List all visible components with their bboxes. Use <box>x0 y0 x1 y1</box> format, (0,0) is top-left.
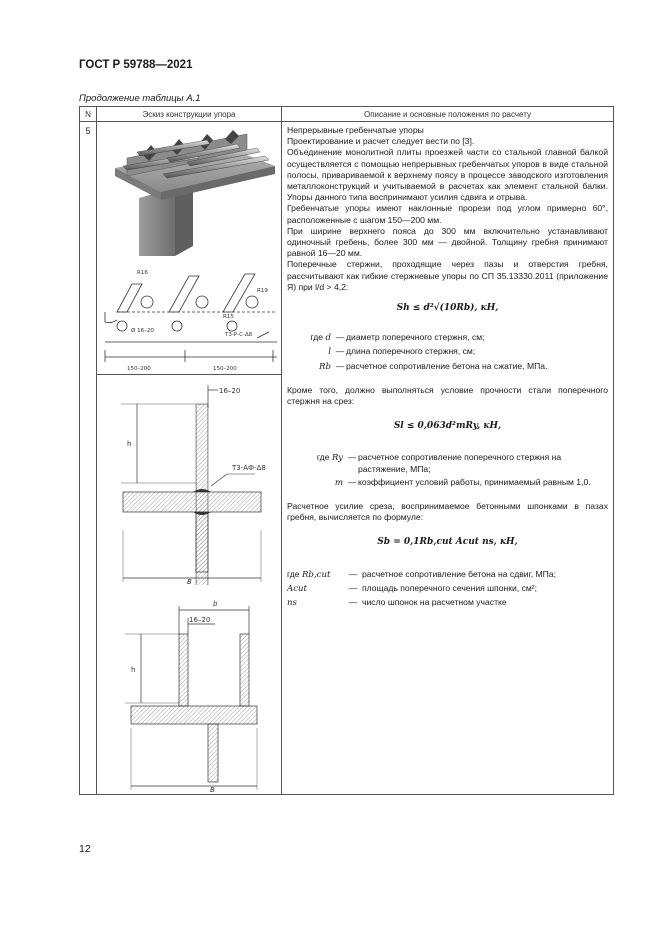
def-acut: Acut — площадь поперечного сечения шпонки, см²; <box>287 582 538 594</box>
document-id: ГОСТ Р 59788—2021 <box>79 59 193 71</box>
header-sketch: Эскиз конструкции упора <box>97 107 282 122</box>
desc-paragraph: Кроме того, должно выполняться условие прочности стали поперечного стержня на срез: <box>287 384 608 407</box>
table-caption: Продолжение таблицы А.1 <box>79 93 201 104</box>
row-number: 5 <box>80 122 97 795</box>
def-d: где d — диаметр поперечного стержня, см; <box>310 332 485 344</box>
page-number: 12 <box>79 843 91 855</box>
desc-paragraph: Поперечные стержни, проходящие через пазы и отверстия гребня, рассчитывают как гибкие стержневые упоры по СП 35.13330.2011 (приложение Я) при l/d > 4,2: <box>287 259 608 292</box>
weld-label-single: Т3-АФ-Δ8 <box>232 464 266 472</box>
dim-16-20-double: 16–20 <box>189 616 211 624</box>
single-comb-section <box>97 380 281 585</box>
double-comb-section <box>97 598 281 793</box>
dim-B-single: B <box>187 578 192 585</box>
def-l: l — длина поперечного стержня, см; <box>328 346 476 358</box>
drawing-label-r19: R19 <box>257 288 268 294</box>
drawing-label-weld: Т3-Р-С-Δ8 <box>225 332 253 338</box>
def-ns: ns — число шпонок на расчетном участке <box>287 597 507 609</box>
comb-elevation-drawing <box>97 262 281 372</box>
formula-3: Sb = 0,1Rb,cut Acut ns, кН, <box>377 537 518 548</box>
formula-2: Sl ≤ 0,063d²mRy, кН, <box>393 421 502 432</box>
comb-connector-photo <box>97 128 281 258</box>
def-rb: Rb — расчетное сопротивление бетона на сжатие, МПа. <box>319 360 548 372</box>
dim-h-double: h <box>131 666 136 674</box>
sketch-cell <box>97 122 282 795</box>
dim-b-double: b <box>213 600 218 608</box>
desc-paragraph: Расчетное усилие среза, воспринимаемое бетонными шпонками в пазах гребня, вычисляется по формуле: <box>287 501 608 523</box>
desc-reference: Проектирование и расчет следует вести по [3]. <box>287 136 475 147</box>
table-a1 <box>79 106 614 795</box>
drawing-label-phi: Ø 16–20 <box>131 328 154 334</box>
desc-title: Непрерывные гребенчатые упоры <box>287 125 424 135</box>
drawing-label-r16: R16 <box>137 270 148 276</box>
def-ry: где Ry — расчетное сопротивление поперечного стержня на растяжение, МПа; <box>316 452 562 474</box>
formula-1: Sh ≤ d²√(10Rb), кН, <box>396 303 499 314</box>
desc-paragraph: Гребенчатые упоры имеют наклонные прорези под углом примерно 60°, расположенные с шагом 150—200 мм. <box>287 203 608 225</box>
dim-h-single: h <box>127 440 132 448</box>
drawing-label-dim2: 150–200 <box>213 366 237 372</box>
desc-paragraph: При ширине верхнего пояса до 300 мм включительно устанавливают одиночный гребень, более 300 мм — двойной. Толщину гребня принимают равной 16—20 мм. <box>287 225 608 259</box>
table-header-row <box>80 107 614 122</box>
drawing-label-r15: R15 <box>223 314 234 320</box>
desc-paragraph: Объединение монолитной плиты проезжей части со стальной главной балкой осуществляется с помощью непрерывных гребенчатых упоров в виде стальной полосы, привариваемой к верхнему поясу в процессе заводского изготовления металлоконструкций и учитываемой в расчетах как элемент стальной балки. Упоры данного типа воспринимают усилия сдвига и отрыва. <box>287 147 608 203</box>
definitions-1 <box>287 332 608 373</box>
header-desc: Описание и основные положения по расчету <box>282 107 614 122</box>
dim-B-double: B <box>210 786 215 793</box>
definitions-3 <box>287 569 608 610</box>
header-num: N <box>80 107 97 122</box>
drawing-label-dim1: 150–200 <box>127 366 151 372</box>
sketch-divider <box>97 374 281 375</box>
dim-16-20-single: 16–20 <box>219 387 241 395</box>
def-rbcut: где Rb,cut — расчетное сопротивление бетона на сдвиг, МПа; <box>287 568 556 580</box>
definitions-2 <box>287 452 608 489</box>
description-cell <box>282 122 614 795</box>
table-row <box>80 122 614 795</box>
def-m: m — коэффициент условий работы, принимаемый равным 1,0. <box>334 476 591 488</box>
